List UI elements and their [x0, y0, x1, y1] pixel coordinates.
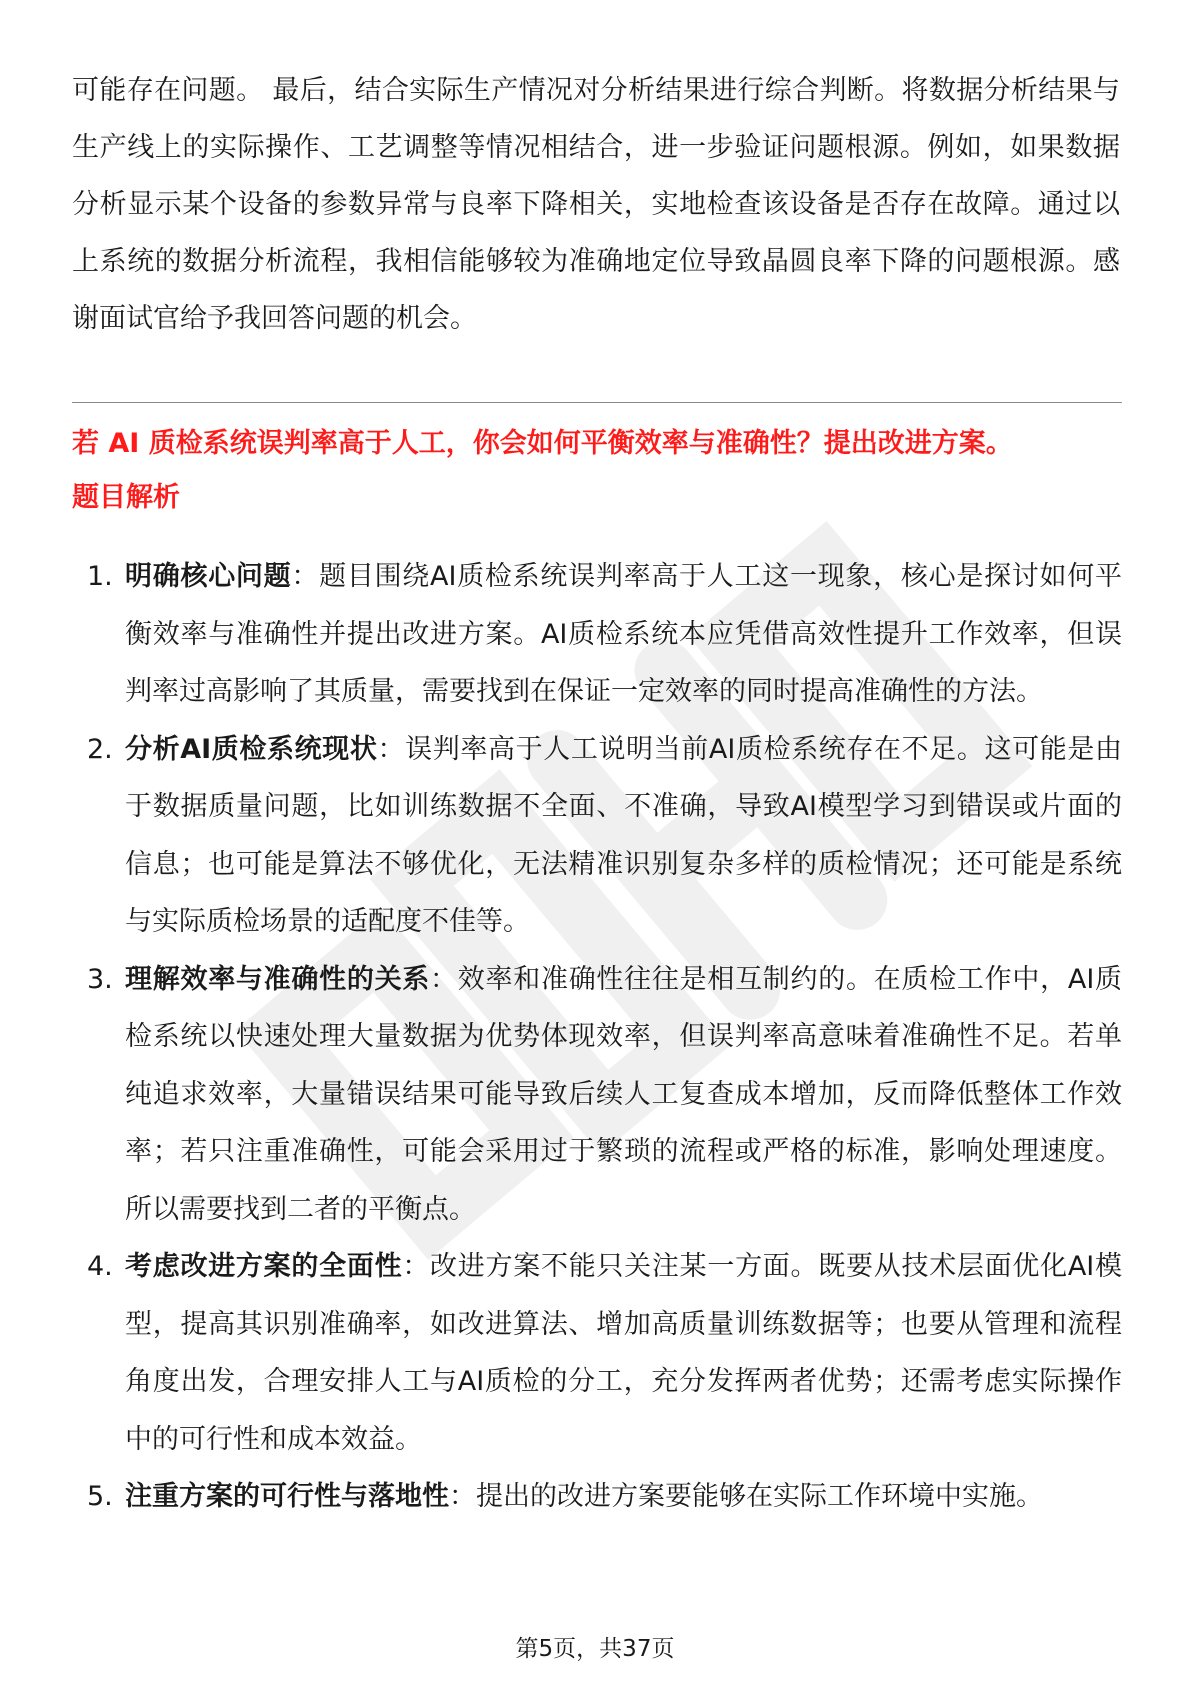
point-body: ：提出的改进方案要能够在实际工作环境中实施。 — [449, 1481, 1043, 1512]
point-body: ：题目围绕AI质检系统误判率高于人工这一现象，核心是探讨如何平衡效率与准确性并提出改进方案。AI质检系统本应凭借高效性提升工作效率，但误判率过高影响了其质量，需要找到在保证一定效率的同时提高准确性的方法。 — [125, 561, 1123, 707]
question-heading: 若 AI 质检系统误判率高于人工，你会如何平衡效率与准确性？提出改进方案。 — [72, 428, 1013, 459]
point-number: 1. — [87, 561, 113, 592]
analysis-heading: 题目解析 — [72, 482, 180, 513]
analysis-point-5 — [72, 1468, 1122, 1526]
analysis-points-list — [72, 548, 1122, 1526]
analysis-point-4 — [72, 1238, 1122, 1468]
analysis-point-1 — [72, 548, 1122, 721]
point-body: ：误判率高于人工说明当前AI质检系统存在不足。这可能是由于数据质量问题，比如训练数据不全面、不准确，导致AI模型学习到错误或片面的信息；也可能是算法不够优化，无法精准识别复杂多样的质检情况；还可能是系统与实际质检场景的适配度不佳等。 — [125, 733, 1122, 937]
point-title: 考虑改进方案的全面性 — [125, 1251, 403, 1282]
point-number: 4. — [87, 1251, 113, 1282]
page-footer: 第5页，共37页 — [515, 1636, 675, 1662]
intro-paragraph: 可能存在问题。 最后，结合实际生产情况对分析结果进行综合判断。将数据分析结果与生产线上的实际操作、工艺调整等情况相结合，进一步验证问题根源。例如，如果数据分析显示某个设备的参数异常与良率下降相关，实地检查该设备是否存在故障。通过以上系统的数据分析流程，我相信能够较为准确地定位导致晶圆良率下降的问题根源。感谢面试官给予我回答问题的机会。 — [72, 75, 1120, 334]
point-body: ：改进方案不能只关注某一方面。既要从技术层面优化AI模型，提高其识别准确率，如改进算法、增加高质量训练数据等；也要从管理和流程角度出发，合理安排人工与AI质检的分工，充分发挥两者优势；还需考虑实际操作中的可行性和成本效益。 — [125, 1251, 1123, 1455]
point-number: 5. — [87, 1481, 113, 1512]
analysis-point-2 — [72, 721, 1122, 951]
point-title: 分析AI质检系统现状 — [125, 733, 378, 765]
point-number: 3. — [87, 963, 113, 995]
point-number: 2. — [87, 733, 113, 765]
point-title: 理解效率与准确性的关系 — [125, 963, 431, 995]
point-body: ：效率和准确性往往是相互制约的。在质检工作中，AI质检系统以快速处理大量数据为优势体现效率，但误判率高意味着准确性不足。若单纯追求效率，大量错误结果可能导致后续人工复查成本增加，反而降低整体工作效率；若只注重准确性，可能会采用过于繁琐的流程或严格的标准，影响处理速度。所以需要找到二者的平衡点。 — [125, 963, 1123, 1225]
point-title: 明确核心问题 — [125, 561, 292, 592]
section-divider — [72, 402, 1122, 403]
point-title: 注重方案的可行性与落地性 — [125, 1481, 449, 1512]
analysis-point-3 — [72, 951, 1122, 1239]
